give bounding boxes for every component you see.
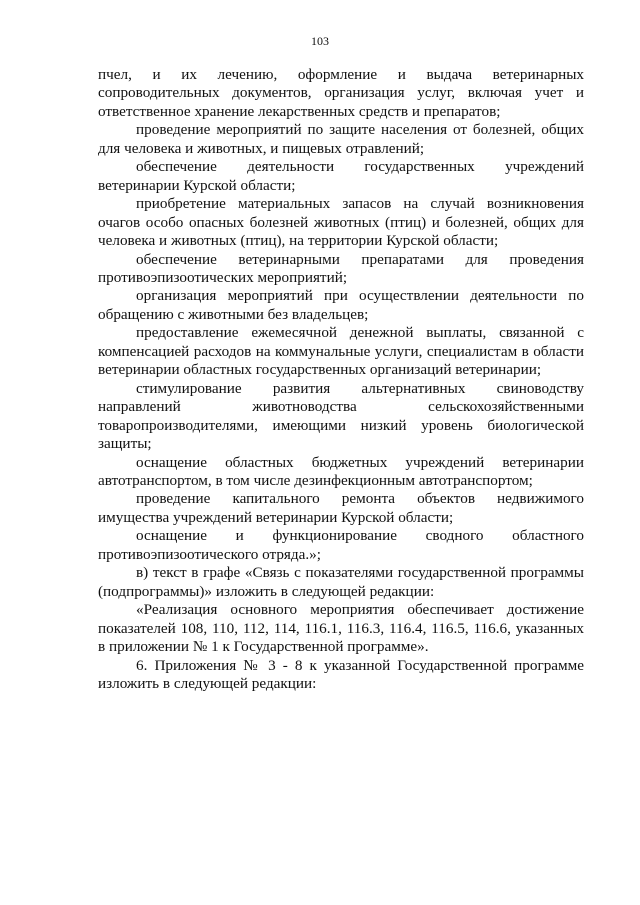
paragraph: в) текст в графе «Связь с показателями государственной программы (подпрограммы)» изложить в следующей редакции:	[98, 564, 584, 600]
paragraph: организация мероприятий при осуществлении деятельности по обращению с животными без владельцев;	[98, 287, 584, 323]
paragraph: оснащение областных бюджетных учреждений ветеринарии автотранспортом, в том числе дезинфекционным автотранспортом;	[98, 453, 584, 489]
paragraph: «Реализация основного мероприятия обеспечивает достижение показателей 108, 110, 112, 114, 116.1, 116.3, 116.4, 116.5, 116.6, указанных в приложении № 1 к Государственной программе».	[98, 601, 584, 656]
paragraph: проведение мероприятий по защите населения от болезней, общих для человека и животных, и пищевых отравлений;	[98, 121, 584, 157]
document-body	[98, 66, 584, 693]
paragraph: обеспечение ветеринарными препаратами для проведения противоэпизоотических мероприятий;	[98, 250, 584, 286]
paragraph: предоставление ежемесячной денежной выплаты, связанной с компенсацией расходов на коммунальные услуги, специалистам в области ветеринарии областных государственных организаций ветеринарии;	[98, 324, 584, 379]
paragraph: обеспечение деятельности государственных учреждений ветеринарии Курской области;	[98, 158, 584, 194]
paragraph: 6. Приложения № 3 - 8 к указанной Государственной программе изложить в следующей редакции:	[98, 656, 584, 692]
paragraph: стимулирование развития альтернативных свиноводству направлений животноводства сельскохозяйственными товаропроизводителями, имеющими низкий уровень биологической защиты;	[98, 379, 584, 453]
paragraph: пчел, и их лечению, оформление и выдача ветеринарных сопроводительных документов, организация услуг, включая учет и ответственное хранение лекарственных средств и препаратов;	[98, 66, 584, 120]
paragraph: оснащение и функционирование сводного областного противоэпизоотического отряда.»;	[98, 527, 584, 563]
page-number: 103	[311, 34, 329, 48]
paragraph: приобретение материальных запасов на случай возникновения очагов особо опасных болезней животных (птиц) и болезней, общих для человека и животных (птиц), на территории Курской области;	[98, 195, 584, 250]
paragraph: проведение капитального ремонта объектов недвижимого имущества учреждений ветеринарии Курской области;	[98, 490, 584, 526]
